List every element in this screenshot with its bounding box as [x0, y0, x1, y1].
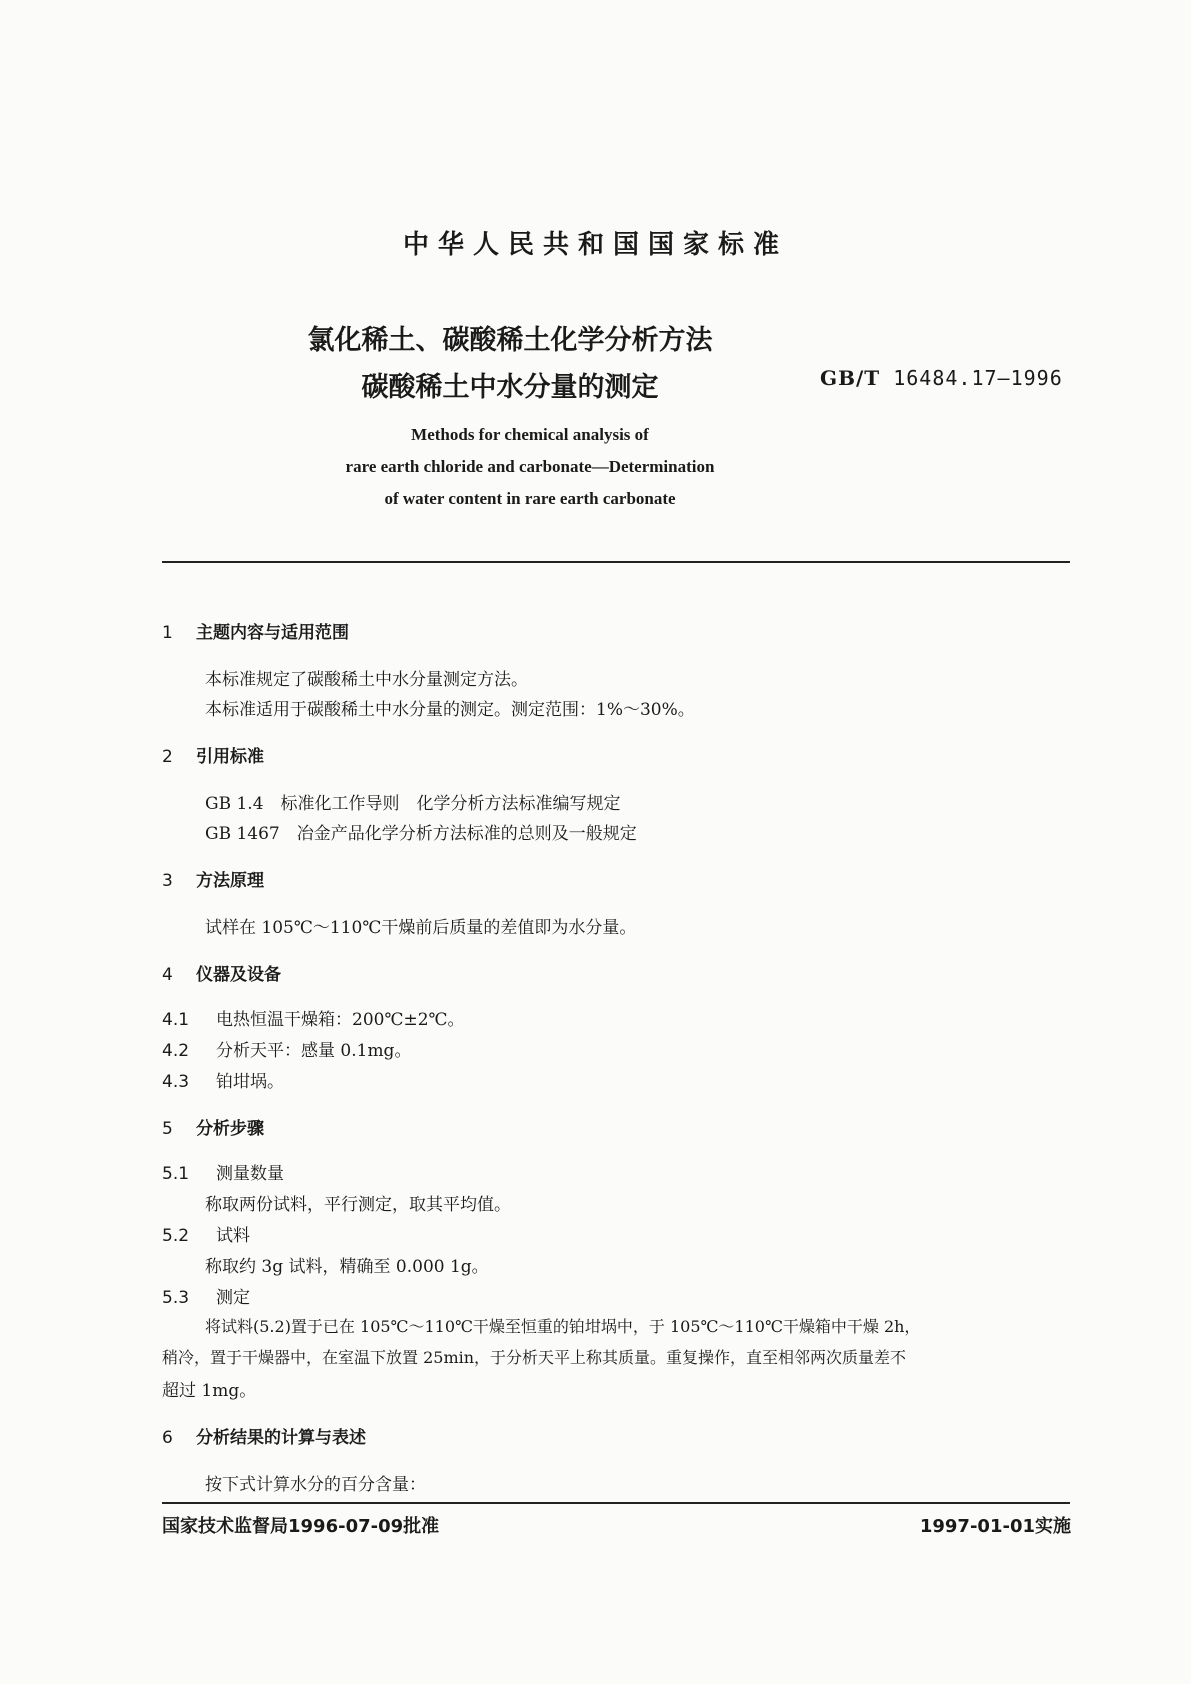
section-number: 6 [162, 1428, 173, 1448]
section-4-heading [162, 960, 281, 985]
section-number: 4 [162, 965, 173, 985]
item-5-2-text: 称取约 3g 试料，精确至 0.000 1g。 [205, 1257, 489, 1277]
implementation-date: 1997-01-01实施 [919, 1516, 1071, 1537]
title-en-line2: rare earth chloride and carbonate—Determination [345, 457, 715, 476]
section-title: 方法原理 [196, 871, 264, 891]
section-number: 1 [162, 623, 173, 643]
item-number: 4.2 [162, 1041, 190, 1061]
section-title: 分析结果的计算与表述 [196, 1428, 366, 1448]
item-title: 试料 [216, 1226, 250, 1246]
item-5-3-text-line3: 超过 1mg。 [162, 1381, 257, 1401]
national-standard-heading: 中华人民共和国国家标准 [402, 230, 788, 260]
section-3-para-1: 试样在 105℃～110℃干燥前后质量的差值即为水分量。 [205, 918, 637, 938]
item-5-3 [162, 1283, 250, 1308]
section-1-para-2: 本标准适用于碳酸稀土中水分量的测定。测定范围：1%～30%。 [205, 700, 695, 720]
section-6-heading [162, 1423, 366, 1448]
item-text: 分析天平：感量 0.1mg。 [216, 1041, 412, 1061]
section-title: 仪器及设备 [196, 965, 281, 985]
section-title: 主题内容与适用范围 [196, 623, 349, 643]
standard-code-prefix: GB/T [820, 366, 881, 390]
title-en-line1: Methods for chemical analysis of [411, 425, 649, 444]
section-2-heading [162, 742, 264, 767]
item-5-3-text-line1: 将试料(5.2)置于已在 105℃～110℃干燥至恒重的铂坩埚中，于 105℃～110℃干燥箱中干燥 2h， [205, 1317, 921, 1336]
item-number: 5.1 [162, 1164, 190, 1184]
title-en-line3: of water content in rare earth carbonate [384, 489, 676, 508]
item-4-2 [162, 1036, 411, 1061]
item-number: 4.1 [162, 1010, 190, 1030]
item-title: 测量数量 [216, 1164, 284, 1184]
item-5-3-text-line2: 稍冷，置于干燥器中，在室温下放置 25min，于分析天平上称其质量。重复操作，直至相邻两次质量差不 [162, 1348, 907, 1367]
item-number: 4.3 [162, 1072, 190, 1092]
item-5-1 [162, 1159, 284, 1184]
title-cn-line1: 氯化稀土、碳酸稀土化学分析方法 [307, 325, 713, 356]
item-number: 5.2 [162, 1226, 190, 1246]
section-1-para-1: 本标准规定了碳酸稀土中水分量测定方法。 [205, 670, 528, 690]
item-4-1 [162, 1005, 465, 1030]
item-title: 测定 [216, 1288, 250, 1308]
item-text: 电热恒温干燥箱：200℃±2℃。 [216, 1010, 465, 1030]
section-title: 引用标准 [196, 747, 264, 767]
reference-gb-1467: GB 1467 冶金产品化学分析方法标准的总则及一般规定 [205, 824, 637, 844]
reference-gb-1-4: GB 1.4 标准化工作导则 化学分析方法标准编写规定 [205, 794, 621, 814]
header-divider [162, 561, 1070, 563]
standard-code-number: 16484.17—1996 [893, 366, 1063, 390]
item-4-3 [162, 1067, 284, 1092]
section-3-heading [162, 866, 264, 891]
footer-divider [162, 1502, 1070, 1504]
approval-date: 国家技术监督局1996-07-09批准 [162, 1516, 440, 1537]
item-5-2 [162, 1221, 250, 1246]
item-5-1-text: 称取两份试料，平行测定，取其平均值。 [205, 1195, 511, 1215]
title-cn-line2: 碳酸稀土中水分量的测定 [361, 372, 659, 403]
section-number: 3 [162, 871, 173, 891]
item-number: 5.3 [162, 1288, 190, 1308]
section-6-para-1: 按下式计算水分的百分含量： [205, 1475, 426, 1495]
section-number: 5 [162, 1119, 173, 1139]
section-number: 2 [162, 747, 173, 767]
section-1-heading [162, 618, 349, 643]
section-title: 分析步骤 [196, 1119, 264, 1139]
section-5-heading [162, 1114, 264, 1139]
standard-code [820, 366, 1063, 390]
item-text: 铂坩埚。 [216, 1072, 284, 1092]
